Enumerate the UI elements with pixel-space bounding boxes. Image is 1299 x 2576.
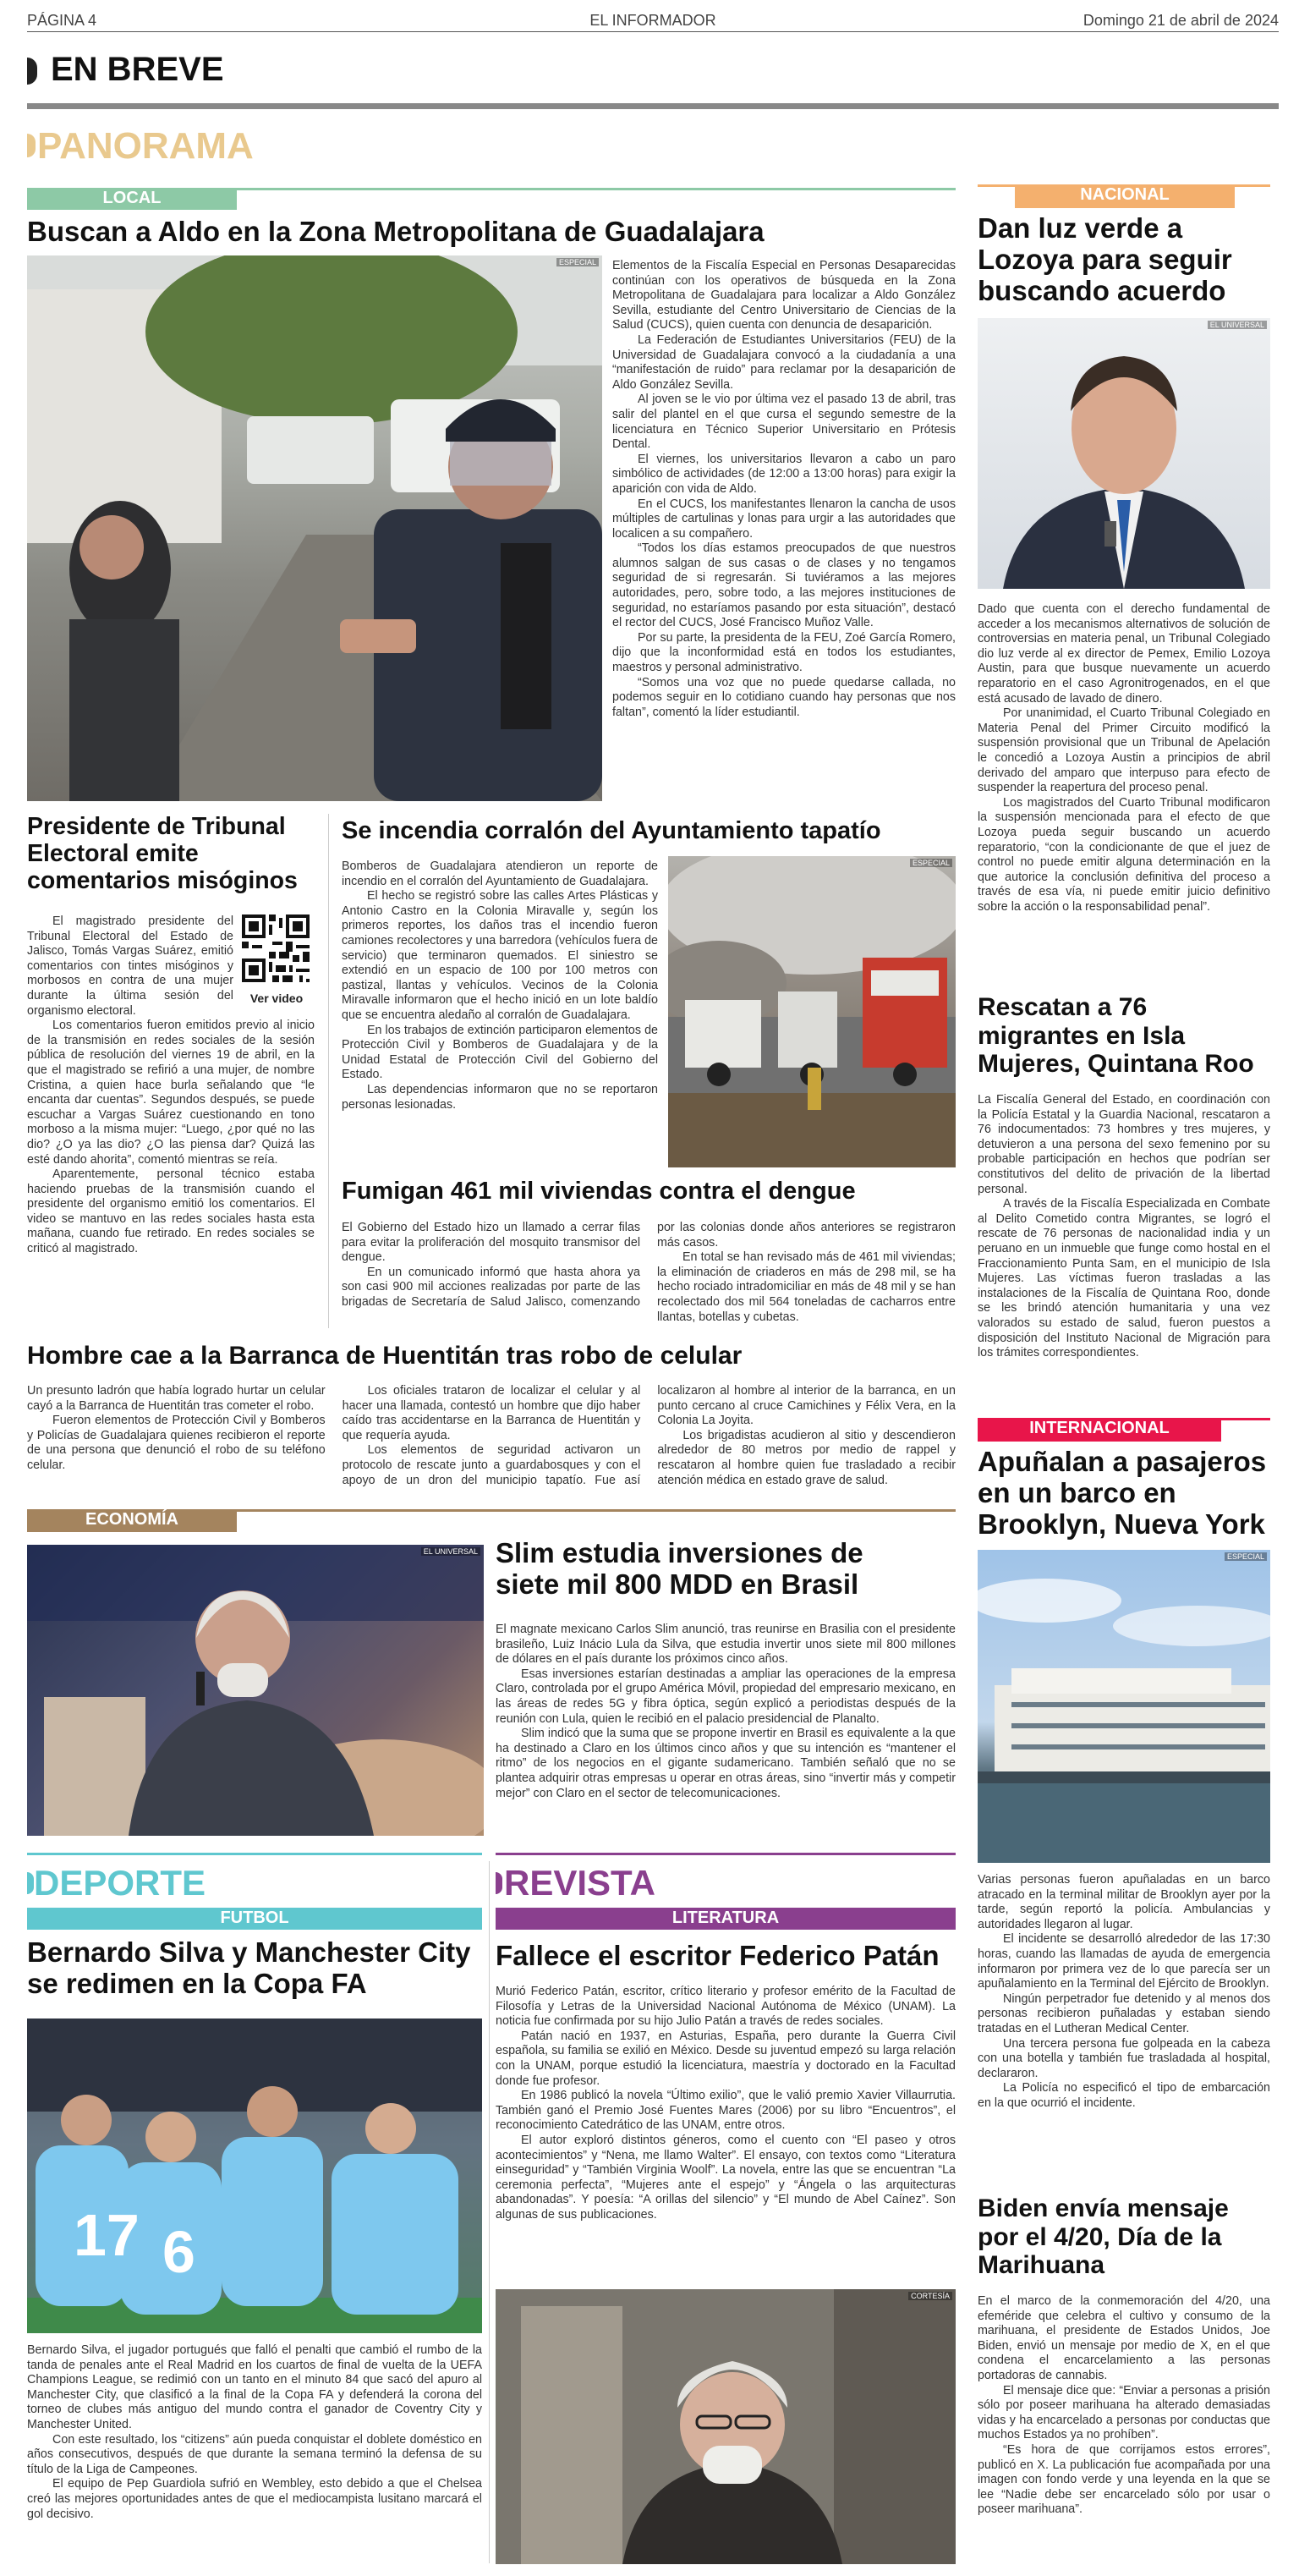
- page-title: EN BREVE: [51, 51, 224, 88]
- lozoya-photo-illustration: [978, 318, 1270, 589]
- deporte-label: FUTBOL: [27, 1908, 482, 1930]
- deporte-rule: [27, 1853, 482, 1855]
- aldo-body: Elementos de la Fiscalía Especial en Personas Desaparecidas continúan con los operativos de búsqueda en la Zona Metropolitana de Guadalajara para localizar a Aldo González Sevilla, estudiante del Centro Universitario de Ciencias de la Salud (CUCS), quien cuenta con denuncia de desaparición. La Federación de Estudiantes Universitarios (FEU) de la Universidad de Guadalajara convocó a la ciudadanía a una “manifestación de ruido” para reclamar por la desaparición de Aldo González Sevilla. Al joven se le vio por última vez el pasado 13 de abril, tras salir del plantel en el que cursa el segundo semestre de la licenciatura en Técnico Superior Universitario en Prótesis Dental. El viernes, los universitarios llevaron a cabo un paro simbólico de actividades (de 12:00 a 13:00 horas) para exigir la aparición con vida de Aldo. En el CUCS, los manifestantes llenaron la cancha de usos múltiples de cartulinas y lonas para urgir a las autoridades que localicen a su compañero. “Todos los días estamos preocupados de que nuestros alumnos salgan de sus casas o de clases y no tengamos seguridad de si regresarán. Si tuviéramos a las mejores autoridades, pero, sobre todo, a las mejores instituciones de seguridad, no estaríamos pasando por esta situación”, destacó el rector del CUCS, José Francisco Muñoz Valle. Por su parte, la presidenta de la FEU, Zoé García Romero, dijo que la inconformidad está en todos los estudiantes, maestros y personal administrativo. “Somos una voz que no puede quedarse callada, no podemos seguir en lo cotidiano cuando hay personas que nos faltan”, comentó la líder estudiantil.: [612, 259, 956, 719]
- patan-photo-illustration: [496, 2289, 956, 2564]
- column-divider: [489, 1861, 490, 2563]
- silva-photo: [27, 2019, 482, 2333]
- jersey-number: 6: [162, 2219, 195, 2285]
- corralon-photo: [668, 856, 956, 1167]
- issue-date: Domingo 21 de abril de 2024: [1082, 12, 1279, 29]
- newspaper-name: EL INFORMADOR: [589, 12, 716, 29]
- lozoya-body: Dado que cuenta con el derecho fundamental de acceder a los mecanismos alternativos de solución de controversias en materia penal, un Tribunal Colegiado dio luz verde al ex director de Pemex, Emilio Lozoya Austin, para que busque nuevamente un acuerdo reparatorio en el caso Agronitrogenados, en el que está acusado de lavado de dinero. Por unanimidad, el Cuarto Tribunal Colegiado en Materia Penal del Primer Circuito modificó la suspensión provisional que un Tribunal de Apelación le concedió a Lozoya Austin a principios de abril derivado del amparo que interpuso para efecto de suspender la reapertura del proceso penal. Los magistrados del Cuarto Tribunal modificaron la suspensión mencionada para el efecto de que Lozoya pueda seguir buscando un acuerdo reparatorio, “con la condicionante de que el juez de control no puede emitir alguna determinación en la que autorice la conclusión definitiva del proceso a través de esa vía, ni puede emitir juicio definitivo sobre la acción o la responsabilidad penal”.: [978, 602, 1270, 914]
- silva-photo-illustration: [27, 2019, 482, 2333]
- deporte-section-title: DEPORTE: [34, 1863, 206, 1903]
- aldo-photo-illustration: [27, 255, 602, 801]
- biden-headline: Biden envía mensaje por el 4/20, Día de la Marihuana: [978, 2194, 1229, 2280]
- photo-credit: EL UNIVERSAL: [1208, 321, 1267, 329]
- column-divider: [328, 814, 329, 1328]
- patan-headline: Fallece el escritor Federico Patán: [496, 1940, 940, 1971]
- qr-label: Ver video: [249, 991, 304, 1005]
- biden-body: En el marco de la conmemoración del 4/20, una efeméride que celebra el cultivo y consumo de la marihuana, el presidente de Estados Unidos, Joe Biden, envió un mensaje por medio de X, en el que condena el encarcelamiento a las personas portadoras de cannabis. El mensaje dice que: “Enviar a personas a prisión sólo por poseer marihuana ha alterado demasiadas vidas y ha encarcelado a personas por conductas que muchos Estados ya no prohíben”. “Es hora de que corrijamos estos errores”, publicó en X. La publicación fue acompañada por una imagen con fondo verde y una leyenda en la que se lee “Nadie debe ser encarcelado sólo por usar o poseer marihuana”.: [978, 2294, 1270, 2517]
- silva-headline: Bernardo Silva y Manchester City se redimen en la Copa FA: [27, 1936, 471, 1999]
- lozoya-headline: Dan luz verde a Lozoya para seguir buscando acuerdo: [978, 212, 1232, 306]
- photo-credit: ESPECIAL: [910, 859, 952, 867]
- dengue-body: El Gobierno del Estado hizo un llamado a cerrar filas para evitar la proliferación del mosquito transmisor del dengue. En un comunicado informó que hasta ahora ya son casi 900 mil acciones realizadas por parte de las brigadas de Secretaría de Salud Jalisco, comenzando por las colonias donde años anteriores se registraron más casos. En total se han revisado más de 461 mil viviendas; la eliminación de criaderos en más de 298 mil, se ha hecho rociado intradomiciliar en más de 48 mil y se han recolectado dos mil 564 toneladas de cacharros entre llantas, botellas y cubetas.: [342, 1221, 956, 1324]
- photo-credit: EL UNIVERSAL: [421, 1547, 480, 1556]
- corralon-headline: Se incendia corralón del Ayuntamiento tapatío: [342, 817, 881, 844]
- tribunal-headline: Presidente de Tribunal Electoral emite comentarios misóginos: [27, 813, 298, 894]
- brooklyn-headline: Apuñalan a pasajeros en un barco en Brooklyn, Nueva York: [978, 1446, 1267, 1540]
- tribunal-body: El magistrado presidente del Tribunal Electoral del Estado de Jalisco, Tomás Vargas Suárez, emitió comentarios con tintes misóginos y morbosos en contra de una mujer durante la última sesión del organismo electoral. Los comentarios fueron emitidos previo al inicio de la transmisión en redes sociales de la sesión pública de resolución del viernes 19 de abril, en la que el magistrado se refirió a una mujer, de nombre Cristina, a quien hace burla señalando que “le encanta dar cuentas”. Segundos después, se puede escuchar a Vargas Suárez cuestionando en tono morboso a la misma mujer: “Luego, ¿por qué no las dio? ¿O ya las dio? ¿O las piensa dar? Quizá las esté dando ahorita”, comentó mientras se reía. Aparentemente, personal técnico estaba haciendo pruebas de la transmisión cuando el presidente del organismo emitió los comentarios. El video se mantuvo en las redes sociales hasta esta mañana, cuando fue retirado. En redes sociales se criticó al magistrado.: [27, 915, 315, 1256]
- brooklyn-body: Varias personas fueron apuñaladas en un barco atracado en la terminal militar de Brooklyn ayer por la tarde, según reportó la policía. Ambulancias y autoridades llegaron al lugar. El incidente se desarrolló alrededor de las 17:30 horas, cuando las llamadas de ayuda de emergencia informaron por primera vez de lo que parecía ser un apuñalamiento en la Terminal del Ejército de Brooklyn. Ningún perpetrador fue detenido y al menos dos personas recibieron puñaladas y estaban siendo tratadas en el Lutheran Medical Center. Una tercera persona fue golpeada en la cabeza con una botella y también fue trasladada al hospital, declararon. La Policía no especificó el tipo de embarcación en la que ocurrió el incidente.: [978, 1873, 1270, 2110]
- page-number: PÁGINA 4: [27, 12, 97, 29]
- section-title: PANORAMA: [37, 125, 254, 167]
- photo-credit: ESPECIAL: [556, 258, 599, 266]
- slim-photo: [27, 1545, 484, 1836]
- slim-body: El magnate mexicano Carlos Slim anunció, tras reunirse en Brasilia con el presidente brasileño, Luiz Inácio Lula da Silva, que estudia invertir unos siete mil 800 millones de dólares en el país durante los próximos cinco años. Esas inversiones estarían destinadas a ampliar las operaciones de la empresa Claro, controlada por el grupo América Móvil, propiedad del empresario mexicano, en las áreas de redes 5G y fibra óptica, según explicó a periodistas después de la reunión con Lula, quien le recibió en el palacio presidencial de Planalto. Slim indicó que la suma que se propone invertir en Brasil es equivalente a la que ha destinado a Claro en los últimos cinco años y que su intención es “mantener el ritmo” de los negocios en el gigante sudamericano. También señaló que no se plantea adquirir otras empresas u operar en otras áreas, sino “invertir más y competir mejor” con Claro en el sector de telecomunicaciones.: [496, 1623, 956, 1800]
- top-bar: [27, 10, 1279, 32]
- photo-credit: CORTESÍA: [908, 2292, 952, 2300]
- bullet-icon: [27, 134, 36, 157]
- brooklyn-photo: [978, 1550, 1270, 1863]
- revista-rule: [496, 1853, 956, 1855]
- header-rule: [27, 103, 1279, 109]
- internacional-label: INTERNACIONAL: [978, 1418, 1221, 1442]
- dengue-headline: Fumigan 461 mil viviendas contra el dengue: [342, 1178, 856, 1205]
- aldo-headline: Buscan a Aldo en la Zona Metropolitana de Guadalajara: [27, 216, 765, 247]
- qr-spacer: [233, 915, 315, 1006]
- migrantes-headline: Rescatan a 76 migrantes en Isla Mujeres, Quintana Roo: [978, 993, 1254, 1079]
- bullet-icon: [27, 1872, 34, 1894]
- silva-body: Bernardo Silva, el jugador portugués que falló el penalti que cambió el rumbo de la tanda de penales ante el Real Madrid en los cuartos de final de vuelta de la UEFA Champions League, se redimió con un tanto en el minuto 84 que sacó del apuro al Manchester City, que clasificó a la final de la Copa FA y defenderá la corona del torneo de clubes más antiguo del mundo contra el ganador de Coventry City y Manchester United. Con este resultado, los “citizens” aún pueda conquistar el doblete doméstico en años consecutivos, después de que durante la semana terminó la defensa de su título de la Liga de Campeones. El equipo de Pep Guardiola sufrió en Wembley, esto debido a que el Chelsea creó las mejores oportunidades antes de que el mediocampista lusitano marcará el gol decisivo.: [27, 2343, 482, 2521]
- revista-section-title: REVISTA: [504, 1863, 655, 1903]
- patan-photo: [496, 2289, 956, 2564]
- corralon-photo-illustration: [668, 856, 956, 1167]
- slim-photo-illustration: [27, 1545, 484, 1836]
- nacional-label: NACIONAL: [1015, 184, 1235, 208]
- revista-label: LITERATURA: [496, 1908, 956, 1930]
- economia-label: ECONOMÍA: [27, 1509, 237, 1532]
- lozoya-photo: [978, 318, 1270, 589]
- slim-headline: Slim estudia inversiones de siete mil 800 MDD en Brasil: [496, 1537, 863, 1600]
- local-label: LOCAL: [27, 188, 237, 210]
- brooklyn-photo-illustration: [978, 1550, 1270, 1863]
- barranca-headline: Hombre cae a la Barranca de Huentitán tras robo de celular: [27, 1342, 743, 1370]
- corralon-body: Bomberos de Guadalajara atendieron un reporte de incendio en el corralón del Ayuntamiento de Guadalajara. El hecho se registró sobre las calles Artes Plásticas y Antonio Castro en la Colonia Miravalle y, según los primeros reportes, los daños tras el incendio fueron camiones recolectores y una barredora (vehículos fuera de servicio) que terminaron quemados. El siniestro se extendió en un espacio de 100 por 100 metros con pastizal, llantas y vehículos. Vecinos de la Colonia Miravalle informaron que el hecho inició en un lote baldío que se encuentra aledaño al corralón de Guadalajara. En los trabajos de extinción participaron elementos de Protección Civil y Bomberos de Guadalajara y de la Unidad Estatal de Protección Civil del Gobierno del Estado. Las dependencias informaron que no se reportaron personas lesionadas.: [342, 860, 658, 1112]
- bullet-icon: [496, 1872, 502, 1894]
- patan-body: Murió Federico Patán, escritor, crítico literario y profesor emérito de la Facultad de Filosofía y Letras de la Universidad Nacional Autónoma de México (UNAM). La noticia fue confirmada por su hijo Julio Patán a través de redes sociales. Patán nació en 1937, en Asturias, España, pero durante la Guerra Civil española, su familia se exilió en México. Desde su juventud empezó su larga relación con la UNAM, porque estudió la licenciatura, maestría y doctorado en la Facultad donde fue profesor. En 1986 publicó la novela “Último exilio”, que le valió premio Xavier Villaurrutia. También ganó el Premio José Fuentes Mares (2006) por su libro “Encuentros”, el reconocimiento Catedrático de las UNAM, entre otros. El autor exploró distintos géneros, como el cuento con “El paseo y otros acontecimientos” y “Nena, me llamo Walter”. El ensayo, con textos como “Literatura einseguridad” y “También Virginia Woolf”. La novela, entre las que se encuentran “La ceremonia perfecta”, “Mujeres ante el espejo” y “Ángela o las arquitecturas abandonadas”. Y poesía: “A orillas del silencio” y “El mundo de Abel Caínez”. Son algunas de sus publicaciones.: [496, 1985, 956, 2222]
- migrantes-body: La Fiscalía General del Estado, en coordinación con la Policía Estatal y la Guardia Nacional, rescataron a 76 indocumentados: 73 hombres y tres mujeres, y detuvieron a una persona del sexo femenino por su probable participación en hechos que podrían ser constitutivos del delito de privación de la libertad personal. A través de la Fiscalía Especializada en Combate al Delito Cometido contra Migrantes, se logró el rescate de 76 personas de nacionalidad india y un peruano en un inmueble que funge como hostal en el Fraccionamiento Punta Sam, en el municipio de Isla Mujeres. Las víctimas fueron trasladas a las instalaciones de la Fiscalía de Quintana Roo, donde se les brindó atención humanitaria y una vez valorados su estado de salud, fueron puestos a disposición del Instituto Nacional de Migración para los trámites correspondientes.: [978, 1093, 1270, 1360]
- bullet-icon: [27, 58, 37, 85]
- barranca-body: Un presunto ladrón que había logrado hurtar un celular cayó a la Barranca de Huentitán tras cometer el robo. Fueron elementos de Protección Civil y Bomberos y Policías de Guadalajara quienes recibieron el reporte de una persona que denunció el robo de su teléfono celular. Los oficiales trataron de localizar el celular y al hacer una llamada, contestó un hombre que dijo haber caído tras accidentarse en la Barranca de Huentitán y que requería ayuda. Los elementos de seguridad activaron un protocolo de rescate junto a guardabosques y con el apoyo de un dron del municipio tapatío. Fue así localizaron al hombre al interior de la barranca, en un punto cercano al cruce Camichines y Félix Vera, en la Colonia La Joyita. Los brigadistas acudieron al sitio y descendieron alrededor de 80 metros por medio de rappel y rescataron al hombre quien fue trasladado a recibir atención médica en estado grave de salud.: [27, 1384, 956, 1487]
- photo-credit: ESPECIAL: [1225, 1552, 1267, 1561]
- jersey-number: 17: [74, 2202, 140, 2268]
- aldo-photo: [27, 255, 602, 801]
